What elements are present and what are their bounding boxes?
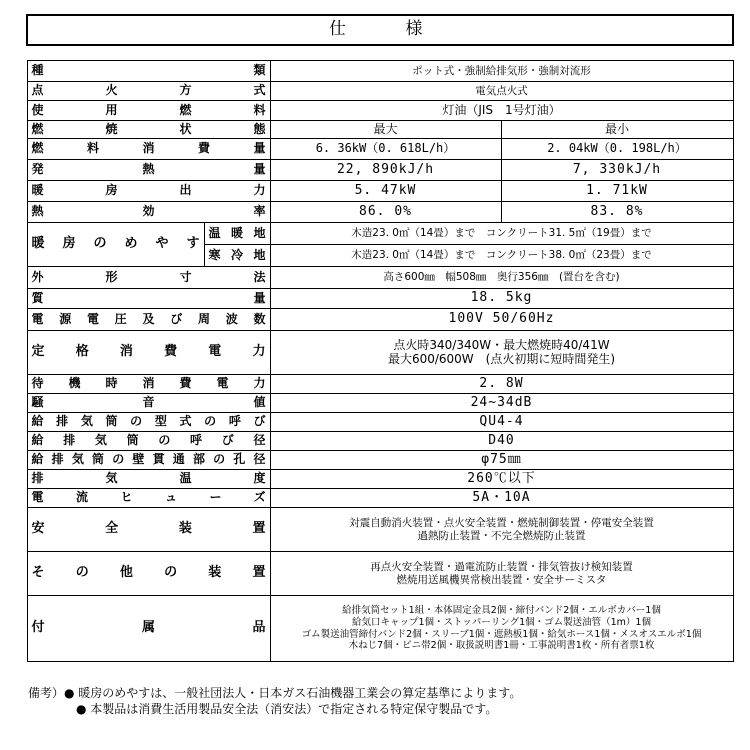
row-label-hole: 給排気筒の壁貫通部の孔径 (27, 451, 270, 470)
value-efficiency-min: 83. 8% (501, 202, 733, 223)
other-line-1: 再点火安全装置・過電流防止装置・排気管抜け検知装置 (370, 561, 633, 574)
value-efficiency-max: 86. 0% (270, 202, 501, 223)
row-label-consumption: 燃料消費量 (27, 139, 270, 160)
row-value-pipe-type: QU4-4 (270, 413, 733, 432)
row-label-ignition: 点火方式 (27, 82, 270, 101)
row-label-dimensions: 外形寸法 (27, 267, 270, 289)
note-line-2: ● 本製品は消費生活用製品安全法（消安法）で指定される特定保守製品です。 (76, 702, 498, 717)
row-value-power: 100V 50/60Hz (270, 309, 733, 331)
row-label-fuel: 使用燃料 (27, 101, 270, 121)
spacer-row (27, 45, 733, 61)
spec-sheet (26, 14, 732, 662)
notes (28, 685, 728, 717)
row-label-combustion: 燃焼状態 (27, 121, 270, 139)
page-title: 仕 様 (27, 15, 733, 45)
row-label-pipe-type: 給排気筒の型式の呼び (27, 413, 270, 432)
rated-power-line-1: 点火時340/340W・最大燃焼時40/41W (393, 337, 610, 352)
row-label-output: 暖房出力 (27, 181, 270, 202)
sub-label-cold-region: 寒冷地 (204, 245, 270, 267)
row-label-other: その他の装置 (27, 552, 270, 596)
value-cold-region: 木造23. 0㎡（14畳）まで コンクリート38. 0㎡（23畳）まで (270, 245, 733, 267)
accessories-line-2: 給気口キャップ1個・ストッパーリング1個・ゴム製送油管（1m）1個 (352, 616, 651, 628)
header-min: 最小 (501, 121, 733, 139)
accessories-line-3: ゴム製送油管締付バンド2個・スリーブ1個・遮熱板1個・給気ホース1個・メスオスエルボ1個 (301, 628, 702, 640)
row-value-dimensions: 高さ600㎜ 幅508㎜ 奥行356㎜ (置台を含む) (270, 267, 733, 289)
row-value-exhaust: 260℃以下 (270, 470, 733, 489)
safety-line-1: 対震自動消火装置・点火安全装置・燃焼制御装置・停電安全装置 (349, 517, 654, 530)
row-label-heating-guide: 暖房のめやす (27, 223, 204, 267)
value-heat-min: 7, 330kJ/h (501, 160, 733, 181)
row-label-pipe-diameter: 給排気筒の呼び径 (27, 432, 270, 451)
sub-label-warm-region: 温暖地 (204, 223, 270, 245)
row-value-fuse: 5A・10A (270, 489, 733, 508)
value-heat-max: 22, 890kJ/h (270, 160, 501, 181)
row-value-fuel: 灯油（JIS 1号灯油） (270, 101, 733, 121)
value-consumption-max: 6. 36kW（0. 618L/h） (270, 139, 501, 160)
row-label-accessories: 付属品 (27, 596, 270, 662)
row-value-accessories (270, 596, 733, 662)
rated-power-line-2: 最大600/600W (点火初期に短時間発生) (387, 351, 616, 366)
row-label-rated-power: 定格消費電力 (27, 331, 270, 375)
accessories-line-4: 木ねじ7個・ビニ帯2個・取扱説明書1冊・工事説明書1枚・所有者票1枚 (348, 640, 655, 652)
row-label-noise: 騒音値 (27, 394, 270, 413)
row-label-standby: 待機時消費電力 (27, 375, 270, 394)
row-value-standby: 2. 8W (270, 375, 733, 394)
row-value-ignition: 電気点火式 (270, 82, 733, 101)
spec-table (26, 14, 734, 662)
row-label-safety: 安全装置 (27, 508, 270, 552)
row-label-heat: 発熱量 (27, 160, 270, 181)
value-consumption-min: 2. 04kW（0. 198L/h） (501, 139, 733, 160)
row-label-power: 電源電圧及び周波数 (27, 309, 270, 331)
other-line-2: 燃焼用送風機異常検出装置・安全サーミスタ (396, 573, 607, 586)
row-value-other (270, 552, 733, 596)
row-value-hole: φ75㎜ (270, 451, 733, 470)
value-output-min: 1. 71kW (501, 181, 733, 202)
header-max: 最大 (270, 121, 501, 139)
row-label-exhaust: 排気温度 (27, 470, 270, 489)
row-value-noise: 24~34dB (270, 394, 733, 413)
value-warm-region: 木造23. 0㎡（14畳）まで コンクリート31. 5㎡（19畳）まで (270, 223, 733, 245)
row-label-fuse: 電流ヒューズ (27, 489, 270, 508)
row-value-safety (270, 508, 733, 552)
row-label-efficiency: 熱効率 (27, 202, 270, 223)
row-label-type: 種類 (27, 61, 270, 82)
row-value-weight: 18. 5kg (270, 289, 733, 309)
note-line-1: 備考）● 暖房のめやすは、一般社団法人・日本ガス石油機器工業会の算定基準によります。 (28, 686, 522, 700)
safety-line-2: 過熱防止装置・不完全燃焼防止装置 (417, 529, 586, 542)
row-label-weight: 質量 (27, 289, 270, 309)
value-output-max: 5. 47kW (270, 181, 501, 202)
row-value-pipe-diameter: D40 (270, 432, 733, 451)
row-value-rated-power (270, 331, 733, 375)
row-value-type: ポット式・強制給排気形・強制対流形 (270, 61, 733, 82)
accessories-line-1: 給排気筒セット1組・本体固定金具2個・締付バンド2個・エルボカバー1個 (342, 604, 661, 616)
